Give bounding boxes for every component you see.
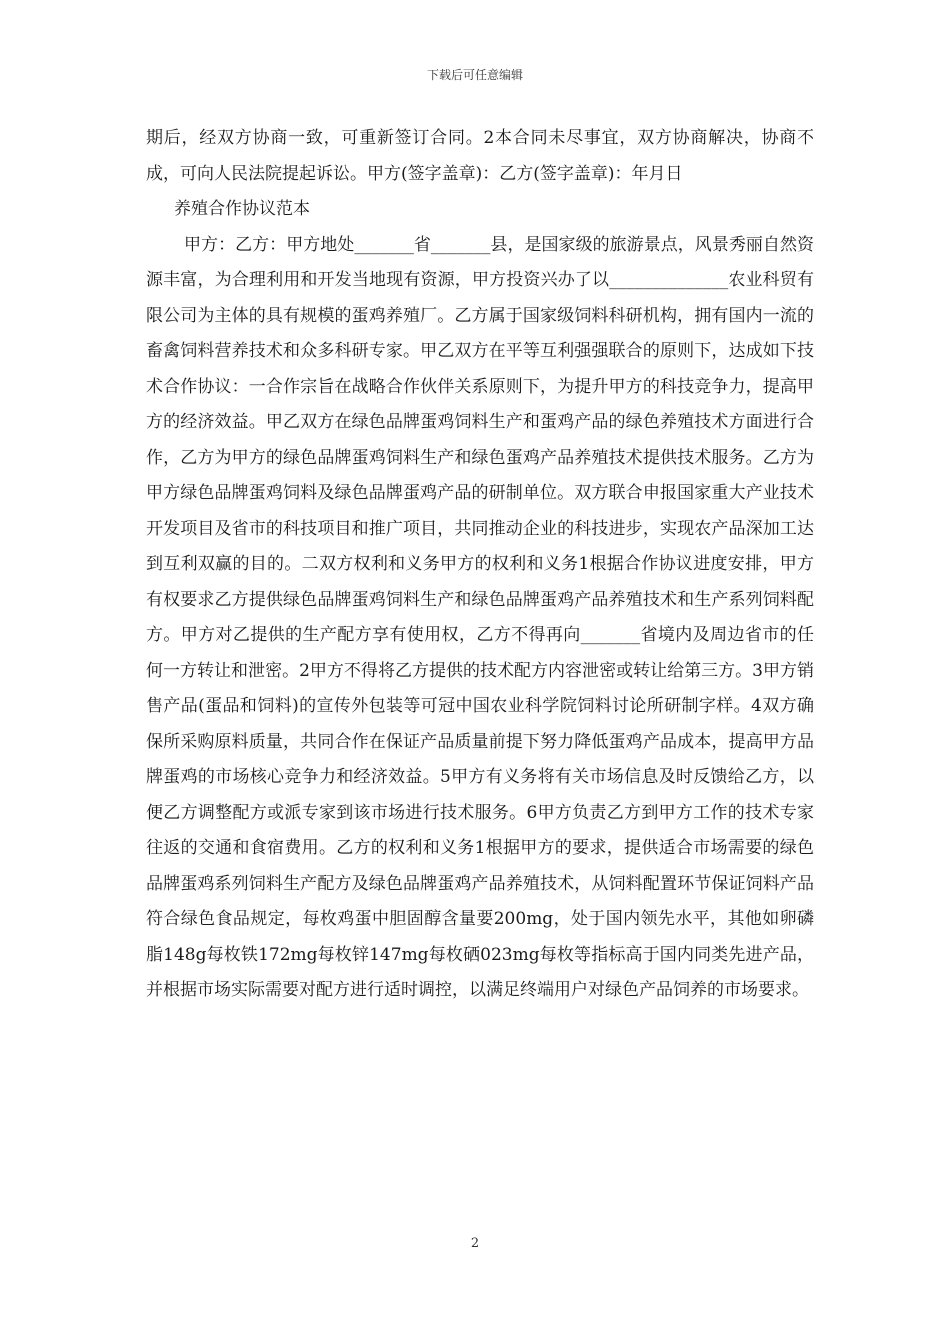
document-title: 养殖合作协议范本 xyxy=(174,199,310,219)
document-body xyxy=(146,121,814,1009)
paragraph-agreement-body: 甲方：乙方：甲方地处_______省_______县，是国家级的旅游景点，风景秀丽自然资源丰富，为合理利用和开发当地现有资源，甲方投资兴办了以______________农业科贸有限公司为主体的具有规模的蛋鸡养殖厂。乙方属于国家级饲料科研机构，拥有国内一流的畜禽饲料营养技术和众多科研专家。甲乙双方在平等互利强强联合的原则下，达成如下技术合作协议：一合作宗旨在战略合作伙伴关系原则下，为提升甲方的科技竞争力，提高甲方的经济效益。甲乙双方在绿色品牌蛋鸡饲料生产和蛋鸡产品的绿色养殖技术方面进行合作，乙方为甲方的绿色品牌蛋鸡饲料生产和绿色蛋鸡产品养殖技术提供技术服务。乙方为甲方绿色品牌蛋鸡饲料及绿色品牌蛋鸡产品的研制单位。双方联合申报国家重大产业技术开发项目及省市的科技项目和推广项目，共同推动企业的科技进步，实现农产品深加工达到互利双赢的目的。二双方权利和义务甲方的权利和义务1根据合作协议进度安排，甲方有权要求乙方提供绿色品牌蛋鸡饲料生产和绿色品牌蛋鸡产品养殖技术和生产系列饲料配方。甲方对乙提供的生产配方享有使用权，乙方不得再向_______省境内及周边省市的任何一方转让和泄密。2甲方不得将乙方提供的技术配方内容泄密或转让给第三方。3甲方销售产品(蛋品和饲料)的宣传外包装等可冠中国农业科学院饲料讨论所研制字样。4双方确保所采购原料质量，共同合作在保证产品质量前提下努力降低蛋鸡产品成本，提高甲方品牌蛋鸡的市场核心竞争力和经济效益。5甲方有义务将有关市场信息及时反馈给乙方，以便乙方调整配方或派专家到该市场进行技术服务。6甲方负责乙方到甲方工作的技术专家往返的交通和食宿费用。乙方的权利和义务1根据甲方的要求，提供适合市场需要的绿色品牌蛋鸡系列饲料生产配方及绿色品牌蛋鸡产品养殖技术，从饲料配置环节保证饲料产品符合绿色食品规定，每枚鸡蛋中胆固醇含量要200mg，处于国内领先水平，其他如卵磷脂148g每枚铁172mg每枚锌147mg每枚硒023mg每枚等指标高于国内同类先进产品，并根据市场实际需要对配方进行适时调控，以满足终端用户对绿色产品饲养的市场要求。 xyxy=(146,234,814,1000)
paragraph-contract-ending: 期后，经双方协商一致，可重新签订合同。2本合同未尽事宜，双方协商解决，协商不成，可向人民法院提起诉讼。甲方(签字盖章)：乙方(签字盖章)：年月日 xyxy=(146,128,814,184)
page-number: 2 xyxy=(470,1236,480,1251)
page-header: 下载后可任意编辑 xyxy=(426,68,523,82)
